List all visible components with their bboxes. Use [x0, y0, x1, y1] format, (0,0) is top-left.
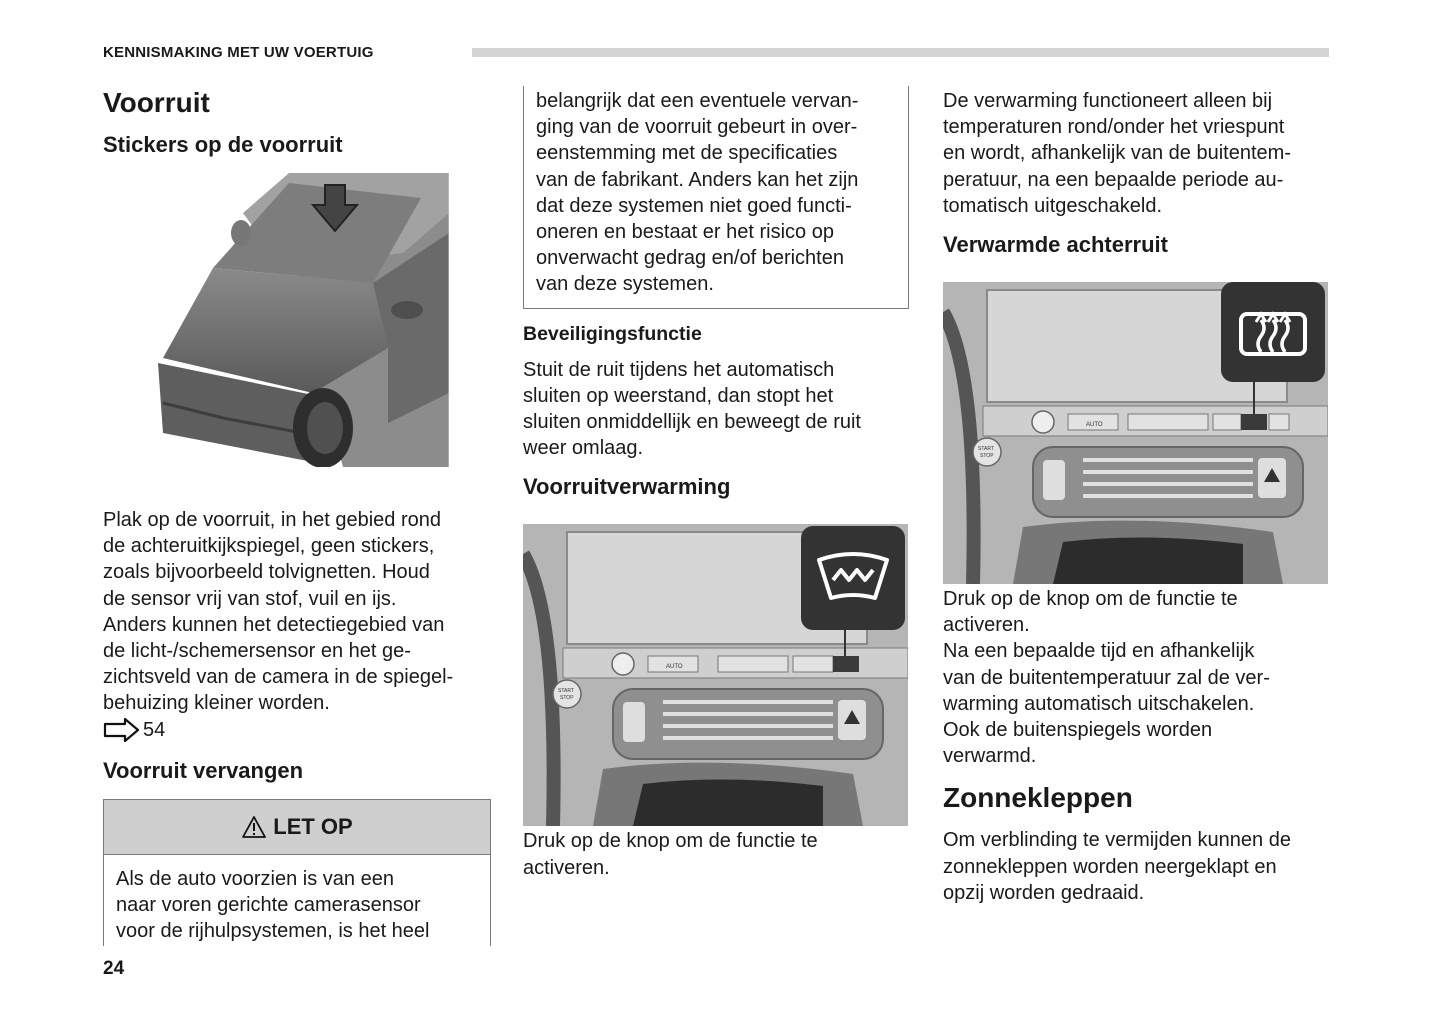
rear-window-caption: Druk op de knop om de functie te activeren. Na een bepaalde tijd en afhankelijk van de buitentemperatuur zal de ver- warming automatisch uitschakelen. Ook de buitenspiegels worden verwarmd. [943, 588, 1270, 768]
caution-header [104, 800, 490, 855]
caution-text: Als de auto voorzien is van een naar voren gerichte camerasensor voor de rijhulpsystemen, is het heel [116, 867, 430, 943]
windscreen-heating-icon [813, 546, 893, 611]
heading-voorruitverwarming: Voorruitverwarming [523, 474, 731, 500]
zonnekleppen-paragraph: Om verblinding te vermijden kunnen de zonnekleppen worden neergeklapt en opzij worden gedraaid. [943, 829, 1291, 904]
stickers-paragraph: Plak op de voorruit, in het gebied rond de achteruitkijkspiegel, geen stickers, zoals bijvoorbeeld tolvignetten. Houd de sensor vrij van stof, vuil en ijs. Anders kunnen het detectiegebied van de licht-/schemersensor en het ge- zichtsveld van de camera in de spiegel- behuizing kleiner worden. [103, 509, 454, 715]
heading-voorruit: Voorruit [103, 87, 210, 118]
heading-beveiligingsfunctie: Beveiligingsfunctie [523, 322, 702, 345]
dashboard-figure-windscreen [523, 524, 908, 826]
header-rule [472, 48, 1329, 57]
column-3 [943, 86, 1333, 906]
section-label: KENNISMAKING MET UW VOERTUIG [103, 44, 374, 61]
heading-verwarmde-achterruit: Verwarmde achterruit [943, 232, 1168, 258]
stop-label: STOP [980, 453, 994, 460]
beveiliging-paragraph: Stuit de ruit tijdens het automatisch sluiten op weerstand, dan stopt het sluiten onmiddellijk en beweegt de ruit weer omlaag. [523, 358, 861, 460]
heading-zonnekleppen: Zonnekleppen [943, 782, 1133, 814]
caution-continuation: belangrijk dat een eventuele vervan- ging van de voorruit gebeurt in over- eenstemming met de specificaties van de fabrikant. Anders kan het zijn dat deze systemen niet goed functi- oneren en bestaat er het risico op onverwacht gedrag en/of berichten van deze systemen. [523, 86, 909, 309]
warning-triangle-icon [241, 815, 267, 839]
page-reference-link[interactable] [103, 717, 491, 743]
page-number: 24 [103, 958, 125, 979]
arrow-right-icon [103, 718, 141, 742]
heating-intro-paragraph: De verwarming functioneert alleen bij temperaturen rond/onder het vriespunt en wordt, afhankelijk van de buitentem- peratuur, na een bepaalde periode au- tomatisch uitgeschakeld. [943, 90, 1291, 217]
stop-label: STOP [560, 695, 574, 702]
caution-box [103, 799, 491, 946]
column-1 [103, 86, 491, 946]
start-label: START [978, 446, 994, 453]
column-2 [523, 86, 913, 881]
page-reference-number: 54 [143, 718, 166, 741]
car-windscreen-illustration [103, 173, 449, 467]
dashboard-figure-rear-window [943, 282, 1328, 584]
heading-stickers: Stickers op de voorruit [103, 132, 343, 157]
rear-window-heating-icon [1235, 300, 1311, 369]
caution-label: LET OP [273, 813, 353, 839]
auto-label: AUTO [1086, 422, 1103, 429]
windscreen-caption: Druk op de knop om de functie te activeren. [523, 830, 818, 879]
auto-label: AUTO [666, 664, 683, 671]
heading-voorruit-vervangen: Voorruit vervangen [103, 757, 304, 783]
start-label: START [558, 688, 574, 695]
